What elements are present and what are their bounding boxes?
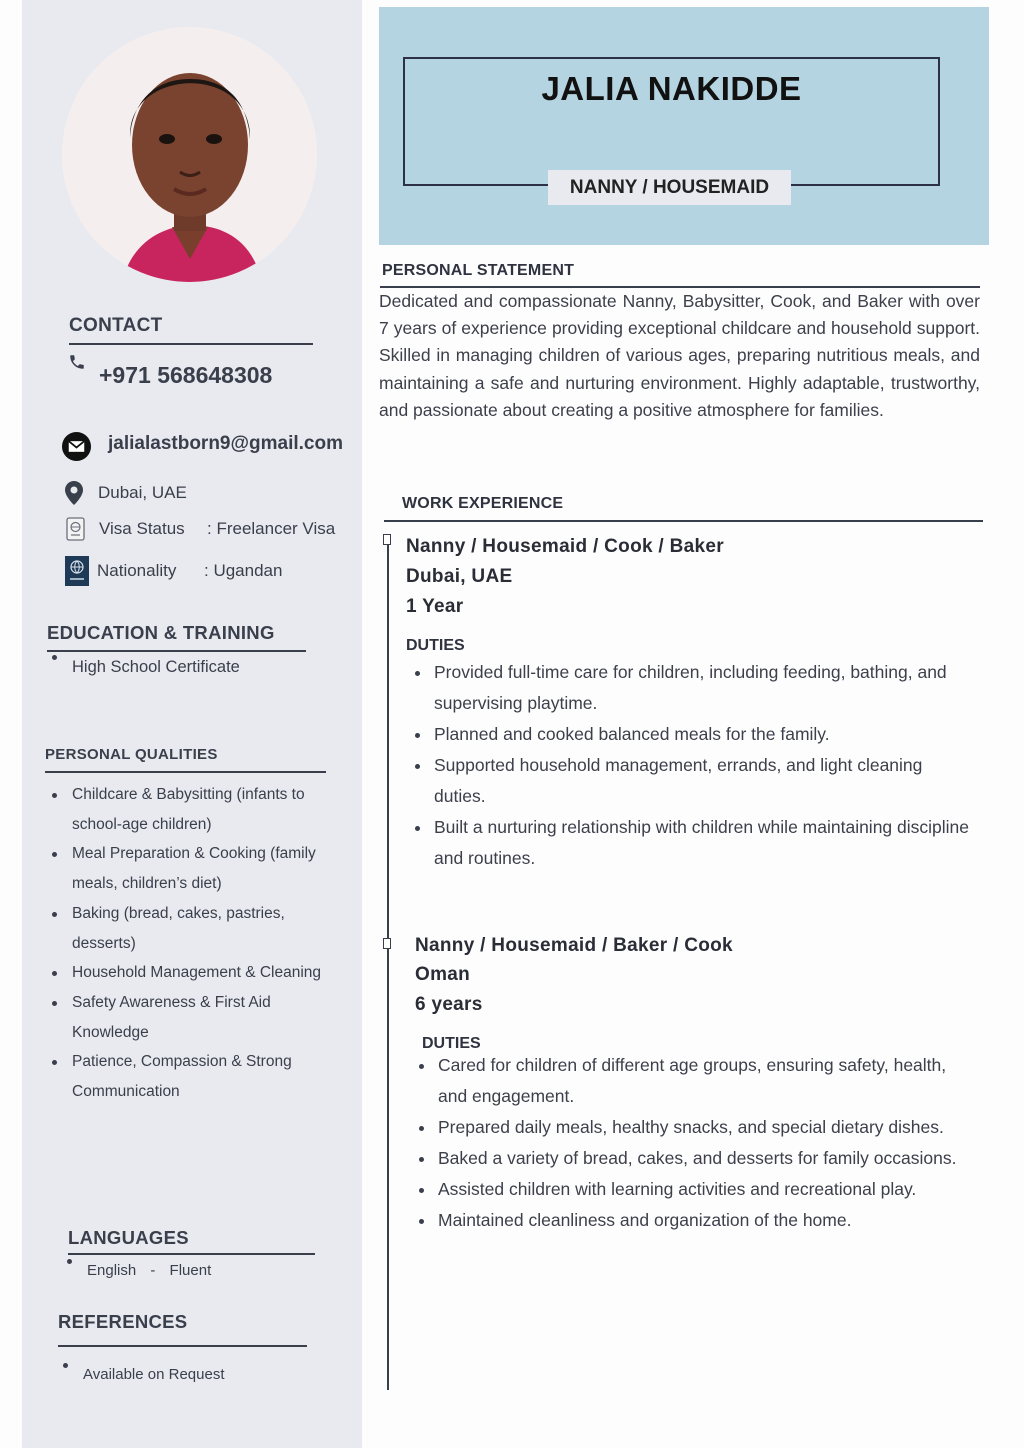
experience-divider <box>384 520 983 522</box>
nationality-row <box>65 556 282 586</box>
globe-document-icon <box>65 556 89 586</box>
quality-item: Safety Awareness & First Aid Knowledge <box>45 988 337 1047</box>
job-role: Nanny / Housemaid / Baker / Cook <box>415 935 733 956</box>
portrait-photo <box>62 27 317 282</box>
duties-list <box>406 657 971 874</box>
duty-item: Maintained cleanliness and organization of the home. <box>410 1205 975 1236</box>
visa-label: Visa Status <box>99 519 185 538</box>
contact-divider <box>69 343 313 345</box>
education-divider <box>47 650 306 652</box>
language-separator: - <box>150 1262 156 1279</box>
visa-row <box>66 517 335 541</box>
qualities-divider <box>45 771 326 773</box>
references-list <box>56 1363 326 1387</box>
job-role: Nanny / Housemaid / Cook / Baker <box>406 536 724 557</box>
nationality-value: : Ugandan <box>204 561 283 580</box>
quality-item: Childcare & Babysitting (infants to school-age children) <box>45 780 337 839</box>
education-list <box>45 655 345 679</box>
quality-item: Meal Preparation & Cooking (family meals, children’s diet) <box>45 839 337 898</box>
email-icon <box>61 431 92 462</box>
phone-number[interactable]: +971 568648308 <box>99 362 273 388</box>
job-location: Dubai, UAE <box>406 566 513 587</box>
duty-item: Cared for children of different age groups, ensuring safety, health, and engagement. <box>410 1050 975 1112</box>
timeline-node <box>383 938 391 949</box>
duty-item: Planned and cooked balanced meals for the family. <box>406 719 971 750</box>
job-title-tag: NANNY / HOUSEMAID <box>548 170 791 205</box>
languages-divider <box>68 1253 315 1255</box>
candidate-name: JALIA NAKIDDE <box>541 70 802 107</box>
location-text: Dubai, UAE <box>98 483 187 502</box>
job-duration: 1 Year <box>406 596 464 617</box>
qualities-heading: PERSONAL QUALITIES <box>45 746 218 763</box>
language-level: Fluent <box>169 1262 212 1279</box>
duty-item: Built a nurturing relationship with children while maintaining discipline and routines. <box>406 812 971 874</box>
references-divider <box>58 1345 307 1347</box>
statement-heading: PERSONAL STATEMENT <box>382 262 575 279</box>
duty-item: Provided full-time care for children, including feeding, bathing, and supervising playtime. <box>406 657 971 719</box>
languages-heading: LANGUAGES <box>68 1227 189 1248</box>
languages-list <box>60 1259 320 1283</box>
nationality-label: Nationality <box>97 561 177 580</box>
contact-heading: CONTACT <box>69 315 163 336</box>
duty-item: Prepared daily meals, healthy snacks, and special dietary dishes. <box>410 1112 975 1143</box>
location-row <box>65 481 187 505</box>
education-item: High School Certificate <box>45 655 345 679</box>
duty-item: Supported household management, errands, and light cleaning duties. <box>406 750 971 812</box>
language-item <box>60 1259 320 1283</box>
location-pin-icon <box>65 481 83 505</box>
job-location: Oman <box>415 964 471 985</box>
quality-item: Household Management & Cleaning <box>45 958 337 988</box>
profile-photo <box>62 27 317 282</box>
duty-item: Baked a variety of bread, cakes, and desserts for family occasions. <box>410 1143 975 1174</box>
quality-item: Baking (bread, cakes, pastries, desserts) <box>45 899 337 958</box>
email-row <box>61 431 343 462</box>
visa-value: : Freelancer Visa <box>207 519 336 538</box>
timeline-node <box>383 534 391 545</box>
qualities-list <box>45 780 337 1107</box>
education-heading: EDUCATION & TRAINING <box>47 622 275 643</box>
references-item: Available on Request <box>56 1363 326 1387</box>
job-duration: 6 years <box>415 994 483 1015</box>
timeline-line <box>387 538 389 1390</box>
duty-item: Assisted children with learning activities and recreational play. <box>410 1174 975 1205</box>
references-heading: REFERENCES <box>58 1311 188 1332</box>
email-address[interactable]: jalialastborn9@gmail.com <box>108 432 343 454</box>
duties-label: DUTIES <box>422 1035 481 1052</box>
phone-icon <box>68 353 86 371</box>
passport-icon <box>66 517 85 541</box>
experience-heading: WORK EXPERIENCE <box>402 495 564 512</box>
duties-list <box>410 1050 975 1236</box>
language-name: English <box>87 1262 137 1279</box>
duties-label: DUTIES <box>406 637 465 654</box>
quality-item: Patience, Compassion & Strong Communication <box>45 1047 337 1106</box>
statement-text: Dedicated and compassionate Nanny, Babysitter, Cook, and Baker with over 7 years of experience providing exceptional childcare and household support. Skilled in managing children of various ages, preparing nutritious meals, and maintaining a safe and nurturing environment. Highly adaptable, trustworthy, and passionate about creating a positive atmosphere for families. <box>379 291 980 420</box>
phone-row <box>68 352 272 389</box>
